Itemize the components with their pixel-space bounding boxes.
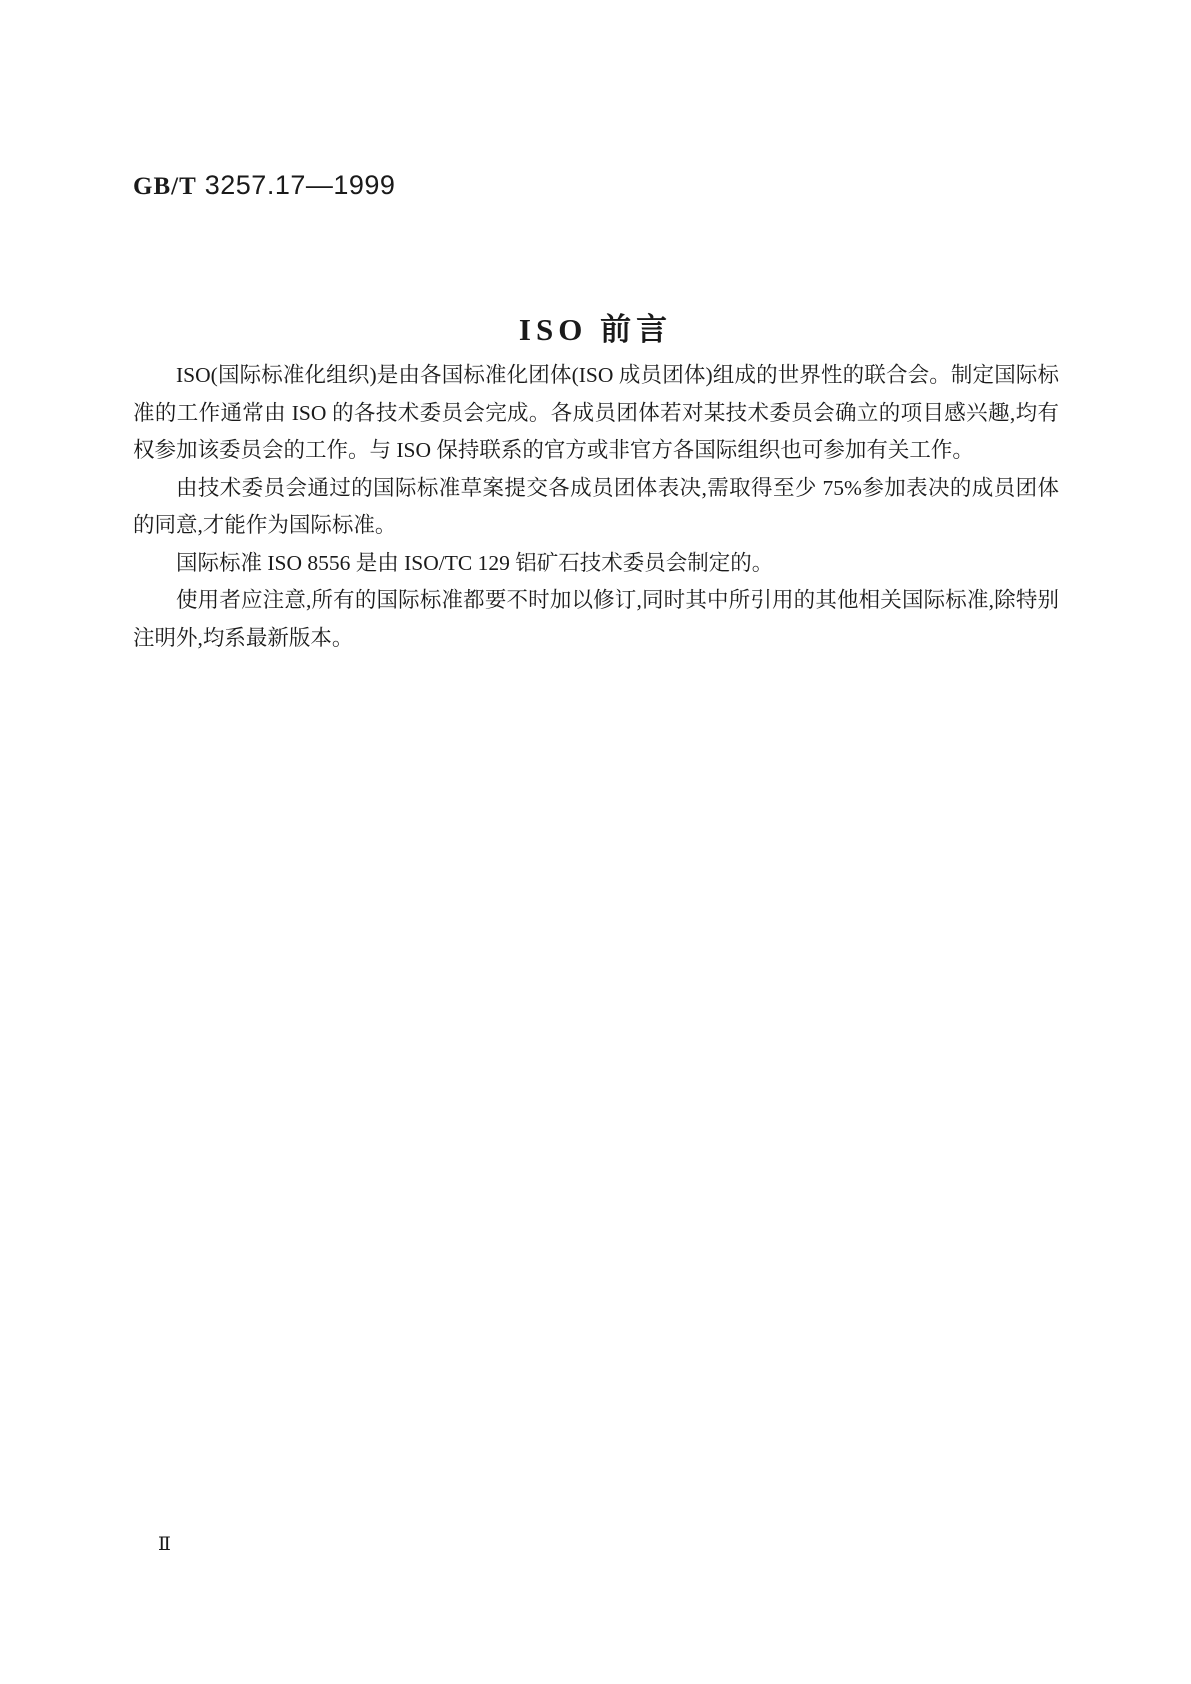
standard-code-number: 3257.17—1999 [204, 170, 396, 200]
foreword-body [133, 357, 1059, 657]
paragraph: 国际标准 ISO 8556 是由 ISO/TC 129 铝矿石技术委员会制定的。 [176, 550, 774, 575]
paragraph: 使用者应注意,所有的国际标准都要不时加以修订,同时其中所引用的其他相关国际标准,除特别注明外,均系最新版本。 [133, 588, 1059, 650]
standard-code [133, 170, 395, 201]
paragraph: 由技术委员会通过的国际标准草案提交各成员团体表决,需取得至少 75%参加表决的成员团体的同意,才能作为国际标准。 [133, 475, 1059, 537]
paragraph: ISO(国际标准化组织)是由各国标准化团体(ISO 成员团体)组成的世界性的联合会。制定国际标准的工作通常由 ISO 的各技术委员会完成。各成员团体若对某技术委员会确立的项目感兴趣,均有权参加该委员会的工作。与 ISO 保持联系的官方或非官方各国际组织也可参加有关工作。 [133, 363, 1059, 462]
page-number: Ⅱ [158, 1534, 171, 1555]
page-title: ISO 前言 [518, 311, 673, 347]
standard-code-prefix: GB/T [133, 173, 197, 200]
